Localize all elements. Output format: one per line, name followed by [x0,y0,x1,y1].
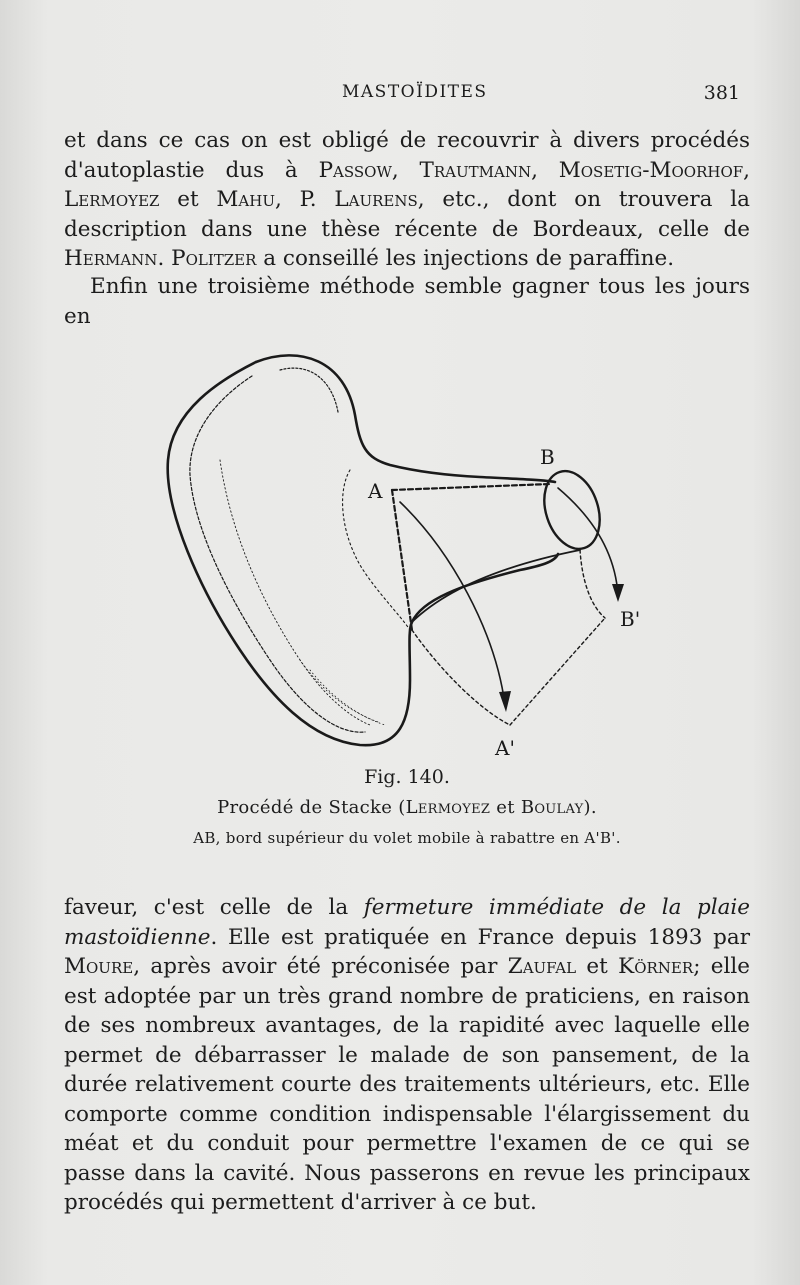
author-name: Hermann [64,246,158,271]
text-run: . [157,246,172,271]
arrow-head-B [612,584,624,602]
flap-line-side [580,550,605,618]
canal-opening [535,464,609,556]
text-run: et dans ce cas on est obligé de recouvrir à divers procédés d'autoplastie dus à [64,128,750,183]
text-run: ; elle est adoptée par un très grand nombre de praticiens, en raison de ses nombreux avantages, de la rapidité avec laquelle elle permet de débarrasser le malade de son pansement, de la durée relativement courte des traitements ultérieurs, etc. Elle comporte comme condition indispensable l'élargissement du méat et du conduit pour permettre l'examen de ce qui se passe dans la cavité. Nous passerons en revue les principaux procédés qui permettent d'arriver à ce but. [64,954,750,1215]
text-run: et [576,954,619,979]
page-number: 381 [703,82,740,104]
text-run: et [490,797,521,818]
flap-line-lower [412,630,510,725]
author-name: Boulay [520,797,584,818]
paragraph-autoplastie [64,126,750,274]
author-name: Lermoyez [405,797,491,818]
text-run: , P. [274,187,335,212]
figure-title [64,797,750,818]
ear-outline [168,362,558,745]
text-run: a conseillé les injections de paraffine. [256,246,675,271]
text-run: . Elle est pratiquée en France depuis 1893 par [210,924,750,950]
label-A: A [368,479,383,503]
figure-number: Fig. 140. [364,766,450,788]
text-run: ). [583,797,597,818]
helix-rim [190,376,365,732]
italic-term: fermeture immédiate de la plaie mastoïdienne [64,895,751,950]
ear-top-outline [256,355,555,482]
lobule-hatch [300,660,385,725]
author-name: Mosetig-Moorhof [558,157,744,183]
text-run: Procédé de Stacke ( [217,797,406,818]
label-B: B [540,445,555,469]
canal-bottom-edge [412,550,580,622]
text-run: , après avoir été préconisée par [133,954,508,979]
arc-A-to-Aprime [400,502,505,705]
author-name: Moure [64,954,134,979]
flap-line-right [510,618,605,725]
running-head [64,82,740,112]
paragraph-third-method: Enfin une troisième méthode semble gagner tous les jours en [64,274,750,329]
author-name: Lermoyez [64,187,160,212]
author-name: Trautmann [419,157,532,183]
author-name: Mahu [216,187,275,212]
flap-line-AB [392,484,550,490]
text-run: faveur, c'est celle de la [64,895,364,920]
text-run: , etc., dont on trouvera la description dans une thèse récente de Bordeaux, celle de [64,187,750,242]
author-name: Körner [618,954,694,979]
text-run: , [391,157,420,183]
running-head-title: MASTOÏDITES [342,82,488,102]
text-run: , [531,157,559,183]
arrow-head-A [499,691,511,712]
author-name: Laurens [334,187,418,212]
paragraph-fermeture-immediate [64,893,750,1218]
antihelix [220,460,370,725]
label-A-prime: A' [495,736,515,760]
figure-legend: AB, bord supérieur du volet mobile à rabattre en A'B'. [193,829,621,847]
text-run: et [159,187,217,212]
text-run: , [743,157,750,183]
arc-B-to-Bprime [558,488,618,595]
label-B-prime: B' [620,607,641,631]
author-name: Politzer [171,246,257,271]
helix-inner [280,368,338,412]
author-name: Zaufal [507,954,577,979]
figure-140-illustration [160,340,641,770]
author-name: Passow [318,157,392,183]
